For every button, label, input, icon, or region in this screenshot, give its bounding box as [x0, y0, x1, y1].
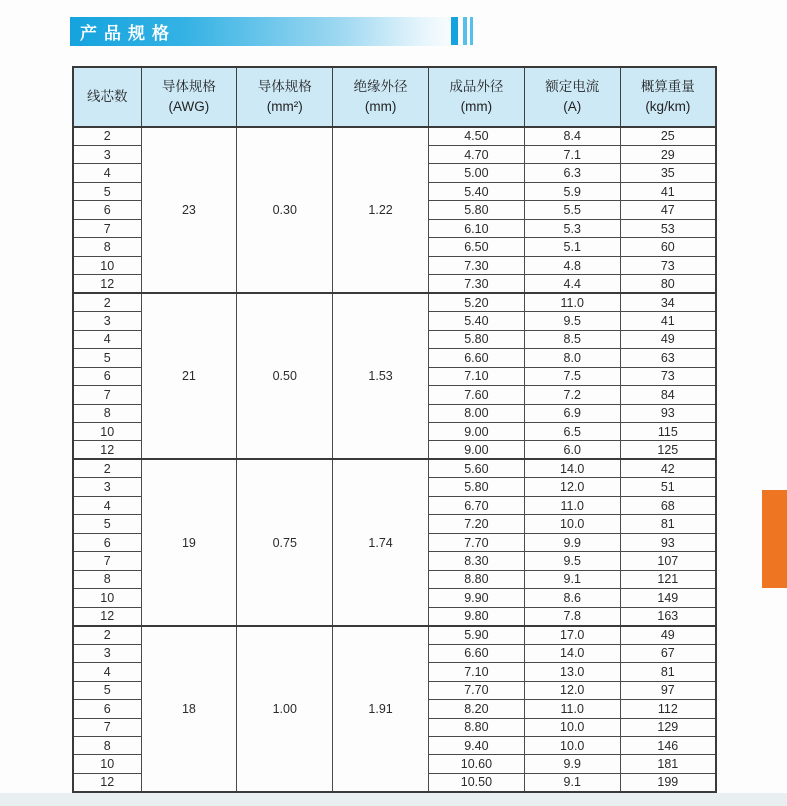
- cell-finished-od: 9.00: [428, 423, 524, 441]
- cell-core-count: 6: [73, 367, 141, 385]
- cell-weight: 29: [620, 145, 716, 163]
- accent-bar-icon: [470, 17, 473, 45]
- cell-finished-od: 7.70: [428, 681, 524, 699]
- header-unit: (mm): [460, 99, 493, 114]
- cell-core-count: 12: [73, 275, 141, 293]
- cell-rated-current: 11.0: [524, 293, 620, 311]
- cell-core-count: 2: [73, 459, 141, 477]
- cell-finished-od: 5.00: [428, 164, 524, 182]
- cell-rated-current: 8.5: [524, 330, 620, 348]
- cell-finished-od: 9.90: [428, 589, 524, 607]
- cell-conductor-mm2: 1.00: [237, 626, 333, 792]
- cell-weight: 93: [620, 533, 716, 551]
- cell-rated-current: 7.5: [524, 367, 620, 385]
- cell-finished-od: 5.80: [428, 330, 524, 348]
- cell-finished-od: 6.70: [428, 496, 524, 514]
- spec-table: [72, 66, 717, 793]
- cell-rated-current: 9.9: [524, 533, 620, 551]
- cell-core-count: 8: [73, 736, 141, 754]
- cell-core-count: 4: [73, 330, 141, 348]
- header-cell-core-count: [73, 67, 141, 127]
- cell-finished-od: 7.20: [428, 515, 524, 533]
- cell-core-count: 3: [73, 644, 141, 662]
- cell-rated-current: 5.1: [524, 238, 620, 256]
- header-cell-finished-od: [428, 67, 524, 127]
- cell-finished-od: 8.30: [428, 552, 524, 570]
- cell-weight: 112: [620, 700, 716, 718]
- cell-weight: 51: [620, 478, 716, 496]
- cell-weight: 73: [620, 367, 716, 385]
- cell-finished-od: 8.20: [428, 700, 524, 718]
- cell-core-count: 5: [73, 681, 141, 699]
- cell-weight: 199: [620, 773, 716, 792]
- cell-finished-od: 8.00: [428, 404, 524, 422]
- cell-insulation-od: 1.74: [333, 459, 429, 625]
- header-label: 额定电流: [545, 79, 600, 95]
- header-unit: (AWG): [168, 99, 210, 114]
- cell-rated-current: 7.2: [524, 386, 620, 404]
- cell-core-count: 2: [73, 127, 141, 145]
- cell-rated-current: 6.9: [524, 404, 620, 422]
- cell-core-count: 12: [73, 607, 141, 625]
- cell-rated-current: 7.8: [524, 607, 620, 625]
- cell-weight: 35: [620, 164, 716, 182]
- header-unit: (mm): [364, 99, 397, 114]
- header-label: 线芯数: [87, 89, 128, 105]
- cell-rated-current: 4.4: [524, 275, 620, 293]
- cell-insulation-od: 1.53: [333, 293, 429, 459]
- header-cell-weight: [620, 67, 716, 127]
- bottom-strip: [0, 793, 787, 806]
- cell-insulation-od: 1.91: [333, 626, 429, 792]
- cell-weight: 97: [620, 681, 716, 699]
- cell-finished-od: 10.60: [428, 755, 524, 773]
- cell-weight: 34: [620, 293, 716, 311]
- cell-finished-od: 5.20: [428, 293, 524, 311]
- cell-finished-od: 6.10: [428, 219, 524, 237]
- cell-finished-od: 7.60: [428, 386, 524, 404]
- cell-finished-od: 9.00: [428, 441, 524, 459]
- cell-weight: 121: [620, 570, 716, 588]
- cell-rated-current: 10.0: [524, 736, 620, 754]
- cell-core-count: 3: [73, 145, 141, 163]
- cell-finished-od: 5.40: [428, 312, 524, 330]
- cell-core-count: 6: [73, 533, 141, 551]
- cell-rated-current: 12.0: [524, 478, 620, 496]
- cell-weight: 68: [620, 496, 716, 514]
- cell-rated-current: 6.5: [524, 423, 620, 441]
- cell-rated-current: 14.0: [524, 459, 620, 477]
- cell-weight: 67: [620, 644, 716, 662]
- cell-rated-current: 10.0: [524, 515, 620, 533]
- cell-rated-current: 9.5: [524, 552, 620, 570]
- table-row: [73, 127, 716, 145]
- cell-weight: 25: [620, 127, 716, 145]
- cell-core-count: 5: [73, 182, 141, 200]
- cell-core-count: 3: [73, 478, 141, 496]
- header-unit: (A): [563, 99, 582, 114]
- header-cell-insulation-od: [333, 67, 429, 127]
- accent-bar-icon: [451, 17, 458, 45]
- cell-weight: 146: [620, 736, 716, 754]
- orange-accent-tab: [762, 490, 787, 588]
- cell-finished-od: 8.80: [428, 570, 524, 588]
- cell-core-count: 6: [73, 201, 141, 219]
- cell-core-count: 7: [73, 386, 141, 404]
- spec-table-body: [73, 127, 716, 792]
- cell-weight: 73: [620, 256, 716, 274]
- cell-core-count: 10: [73, 256, 141, 274]
- cell-finished-od: 5.90: [428, 626, 524, 644]
- cell-conductor-awg: 19: [141, 459, 237, 625]
- header-row: [73, 67, 716, 127]
- cell-weight: 81: [620, 515, 716, 533]
- cell-core-count: 7: [73, 219, 141, 237]
- cell-finished-od: 5.60: [428, 459, 524, 477]
- cell-conductor-awg: 18: [141, 626, 237, 792]
- cell-core-count: 8: [73, 238, 141, 256]
- cell-core-count: 5: [73, 515, 141, 533]
- cell-rated-current: 6.0: [524, 441, 620, 459]
- cell-rated-current: 5.3: [524, 219, 620, 237]
- cell-rated-current: 6.3: [524, 164, 620, 182]
- cell-rated-current: 12.0: [524, 681, 620, 699]
- header-cell-conductor-awg: [141, 67, 237, 127]
- cell-finished-od: 7.30: [428, 275, 524, 293]
- cell-finished-od: 7.30: [428, 256, 524, 274]
- cell-finished-od: 7.10: [428, 663, 524, 681]
- cell-finished-od: 6.50: [428, 238, 524, 256]
- cell-conductor-mm2: 0.50: [237, 293, 333, 459]
- cell-core-count: 4: [73, 496, 141, 514]
- cell-core-count: 2: [73, 293, 141, 311]
- cell-rated-current: 9.9: [524, 755, 620, 773]
- header-unit: (mm²): [266, 99, 303, 114]
- accent-bar-icon: [463, 17, 467, 45]
- spec-table-head: [73, 67, 716, 127]
- cell-weight: 149: [620, 589, 716, 607]
- header-label: 导体规格: [257, 79, 312, 95]
- cell-finished-od: 5.80: [428, 478, 524, 496]
- cell-core-count: 2: [73, 626, 141, 644]
- cell-finished-od: 6.60: [428, 349, 524, 367]
- cell-finished-od: 4.50: [428, 127, 524, 145]
- cell-core-count: 8: [73, 570, 141, 588]
- cell-weight: 81: [620, 663, 716, 681]
- cell-finished-od: 7.70: [428, 533, 524, 551]
- header-cell-conductor-mm2: [237, 67, 333, 127]
- cell-core-count: 3: [73, 312, 141, 330]
- cell-finished-od: 6.60: [428, 644, 524, 662]
- cell-weight: 49: [620, 626, 716, 644]
- cell-weight: 125: [620, 441, 716, 459]
- cell-rated-current: 7.1: [524, 145, 620, 163]
- cell-rated-current: 5.9: [524, 182, 620, 200]
- cell-weight: 93: [620, 404, 716, 422]
- cell-rated-current: 8.4: [524, 127, 620, 145]
- cell-rated-current: 9.1: [524, 773, 620, 792]
- cell-weight: 129: [620, 718, 716, 736]
- cell-weight: 63: [620, 349, 716, 367]
- cell-core-count: 12: [73, 441, 141, 459]
- cell-rated-current: 11.0: [524, 700, 620, 718]
- cell-core-count: 12: [73, 773, 141, 792]
- cell-rated-current: 14.0: [524, 644, 620, 662]
- cell-weight: 42: [620, 459, 716, 477]
- header-label: 成品外径: [449, 79, 504, 95]
- cell-weight: 163: [620, 607, 716, 625]
- cell-weight: 60: [620, 238, 716, 256]
- cell-finished-od: 7.10: [428, 367, 524, 385]
- table-row: [73, 626, 716, 644]
- cell-conductor-awg: 23: [141, 127, 237, 293]
- cell-core-count: 4: [73, 164, 141, 182]
- cell-weight: 107: [620, 552, 716, 570]
- cell-finished-od: 8.80: [428, 718, 524, 736]
- header-label: 绝缘外径: [353, 79, 408, 95]
- cell-weight: 49: [620, 330, 716, 348]
- cell-rated-current: 10.0: [524, 718, 620, 736]
- cell-insulation-od: 1.22: [333, 127, 429, 293]
- cell-rated-current: 11.0: [524, 496, 620, 514]
- header-label: 概算重量: [640, 79, 695, 95]
- cell-finished-od: 10.50: [428, 773, 524, 792]
- cell-weight: 115: [620, 423, 716, 441]
- table-row: [73, 459, 716, 477]
- cell-core-count: 7: [73, 718, 141, 736]
- cell-rated-current: 5.5: [524, 201, 620, 219]
- cell-rated-current: 9.1: [524, 570, 620, 588]
- cell-core-count: 6: [73, 700, 141, 718]
- cell-rated-current: 8.0: [524, 349, 620, 367]
- cell-weight: 53: [620, 219, 716, 237]
- page-title: 产品规格: [80, 24, 176, 43]
- cell-rated-current: 4.8: [524, 256, 620, 274]
- page-title-banner: [70, 17, 456, 46]
- cell-weight: 84: [620, 386, 716, 404]
- cell-core-count: 7: [73, 552, 141, 570]
- cell-weight: 47: [620, 201, 716, 219]
- cell-finished-od: 9.40: [428, 736, 524, 754]
- header-unit: (kg/km): [645, 99, 691, 114]
- cell-rated-current: 17.0: [524, 626, 620, 644]
- cell-rated-current: 9.5: [524, 312, 620, 330]
- cell-core-count: 10: [73, 755, 141, 773]
- cell-core-count: 4: [73, 663, 141, 681]
- cell-weight: 41: [620, 312, 716, 330]
- table-row: [73, 293, 716, 311]
- cell-weight: 181: [620, 755, 716, 773]
- cell-finished-od: 5.40: [428, 182, 524, 200]
- cell-conductor-mm2: 0.75: [237, 459, 333, 625]
- cell-core-count: 10: [73, 423, 141, 441]
- cell-core-count: 8: [73, 404, 141, 422]
- header-label: 导体规格: [161, 79, 216, 95]
- cell-conductor-mm2: 0.30: [237, 127, 333, 293]
- cell-conductor-awg: 21: [141, 293, 237, 459]
- cell-finished-od: 4.70: [428, 145, 524, 163]
- cell-core-count: 10: [73, 589, 141, 607]
- accent-bars-icon: [451, 17, 473, 45]
- cell-rated-current: 8.6: [524, 589, 620, 607]
- header-cell-rated-current: [524, 67, 620, 127]
- cell-weight: 80: [620, 275, 716, 293]
- cell-finished-od: 9.80: [428, 607, 524, 625]
- cell-finished-od: 5.80: [428, 201, 524, 219]
- cell-core-count: 5: [73, 349, 141, 367]
- cell-weight: 41: [620, 182, 716, 200]
- cell-rated-current: 13.0: [524, 663, 620, 681]
